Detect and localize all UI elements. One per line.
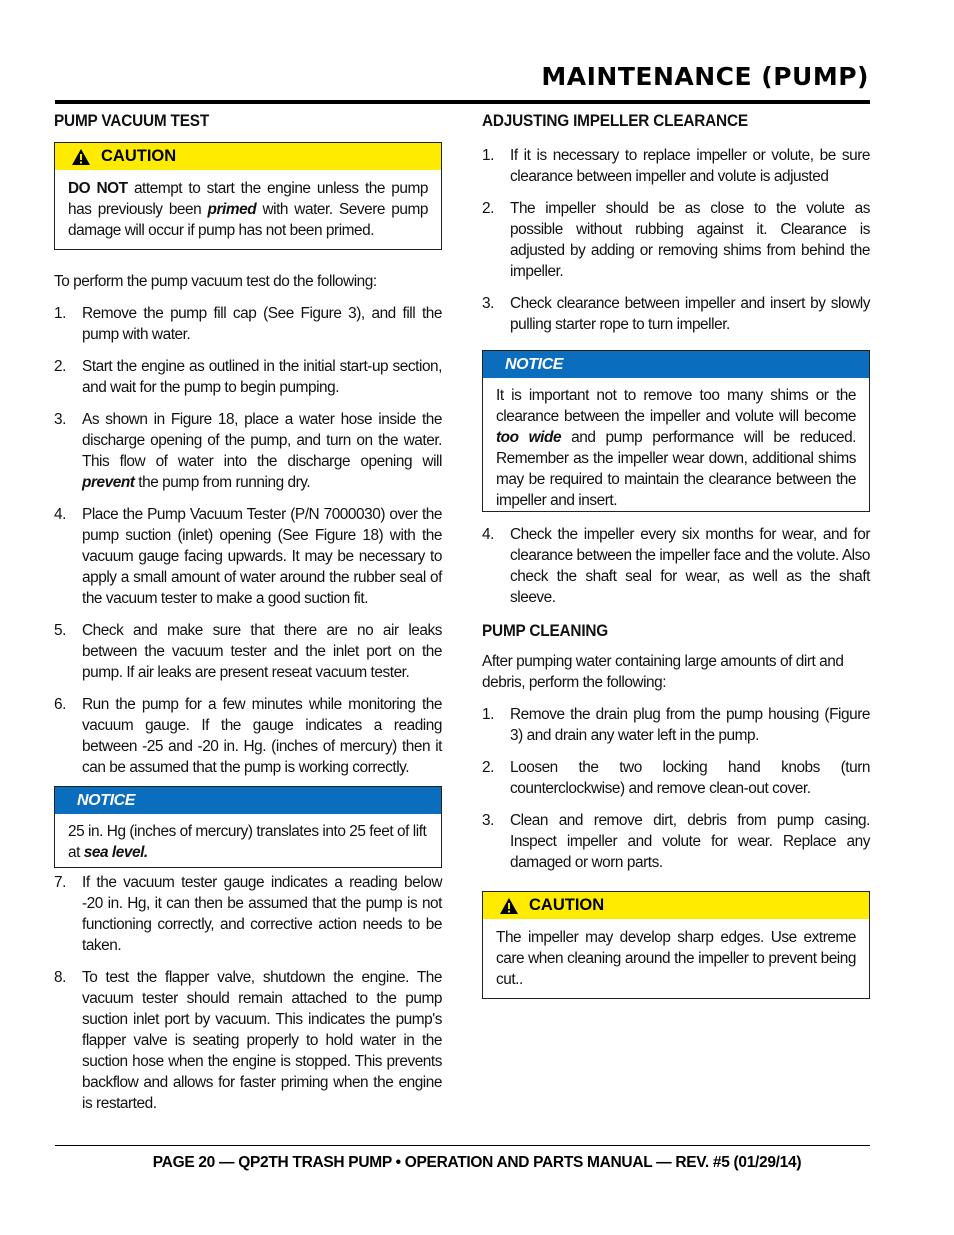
impeller-clearance-steps xyxy=(482,145,870,335)
left-column xyxy=(54,112,442,1114)
notice-body xyxy=(483,378,869,511)
list-item: 1. Remove the pump fill cap (See Figure 3), and fill the pump with water. xyxy=(54,305,442,343)
footer-rule xyxy=(55,1145,870,1146)
notice-box-shims xyxy=(482,350,870,512)
caution-label: CAUTION xyxy=(529,896,605,914)
notice-header: NOTICE xyxy=(55,787,441,814)
list-item: 3. Check clearance between impeller and insert by slowly pulling starter rope to turn impeller. xyxy=(482,295,870,333)
caution-box-sharp-edges xyxy=(482,891,870,999)
notice-box-vacuum xyxy=(54,786,442,868)
title-rule xyxy=(55,100,870,104)
impeller-clearance-steps-continued xyxy=(482,524,870,608)
right-column xyxy=(482,112,870,999)
caution-label: CAUTION xyxy=(101,147,177,165)
list-item: 1. If it is necessary to replace impeller or volute, be sure clearance between impeller and volute is adjusted xyxy=(482,147,870,185)
list-item: 2. The impeller should be as close to the volute as possible without rubbing against it. Clearance is adjusted by adding or removing shims from behind the impeller. xyxy=(482,200,870,280)
section-heading-impeller-clearance: ADJUSTING IMPELLER CLEARANCE xyxy=(482,112,748,130)
page-footer: PAGE 20 — QP2TH TRASH PUMP • OPERATION AND PARTS MANUAL — REV. #5 (01/29/14) xyxy=(152,1154,802,1171)
list-item: 4. Check the impeller every six months for wear, and for clearance between the impeller face and the volute. Also check the shaft seal for wear, as well as the shaft sleeve. xyxy=(482,526,870,606)
vacuum-test-intro: To perform the pump vacuum test do the following: xyxy=(54,273,377,290)
caution-text: The impeller may develop sharp edges. Use extreme care when cleaning around the impeller to prevent being cut.. xyxy=(496,929,856,988)
notice-text: 25 in. Hg (inches of mercury) translates into 25 feet of lift at sea level. xyxy=(68,823,427,861)
section-heading-pump-cleaning: PUMP CLEANING xyxy=(482,622,609,640)
pump-cleaning-steps xyxy=(482,704,870,873)
notice-text: It is important not to remove too many shims or the clearance between the impeller and volute will become too wide and pump performance will be reduced. Remember as the impeller wear down, additional shims may be required to maintain the clearance between the impeller and insert. xyxy=(496,387,857,509)
list-item: 2. Start the engine as outlined in the initial start-up section, and wait for the pump to begin pumping. xyxy=(54,358,442,396)
caution-box-priming xyxy=(54,142,442,250)
vacuum-test-steps xyxy=(54,303,442,778)
list-item: 5. Check and make sure that there are no air leaks between the vacuum tester and the inlet port on the pump. If air leaks are present reseat vacuum tester. xyxy=(54,622,442,681)
warning-triangle-icon xyxy=(71,148,91,166)
warning-triangle-icon xyxy=(499,897,519,915)
vacuum-test-steps-continued xyxy=(54,872,442,1114)
notice-body xyxy=(55,814,441,867)
notice-header: NOTICE xyxy=(483,351,869,378)
caution-header xyxy=(483,892,869,919)
list-item: 3. Clean and remove dirt, debris from pump casing. Inspect impeller and volute for wear. Replace any damaged or worn parts. xyxy=(482,812,870,871)
list-item: 6. Run the pump for a few minutes while monitoring the vacuum gauge. If the gauge indicates a reading between -25 and -20 in. Hg. (inches of mercury) then it can be assumed that the pump is working correctly. xyxy=(54,696,442,776)
list-item: 1. Remove the drain plug from the pump housing (Figure 3) and drain any water left in the pump. xyxy=(482,706,870,744)
list-item: 8. To test the flapper valve, shutdown the engine. The vacuum tester should remain attached to the pump suction inlet port by vacuum. This indicates the pump's flapper valve is seating properly to hold water in the suction hose when the engine is stopped. This prevents backflow and allows for faster priming when the engine is restarted. xyxy=(54,969,442,1112)
caution-body xyxy=(55,170,441,249)
caution-header xyxy=(55,143,441,170)
caution-body xyxy=(483,919,869,998)
list-item: 2. Loosen the two locking hand knobs (turn counterclockwise) and remove clean-out cover. xyxy=(482,759,870,797)
list-item: 4. Place the Pump Vacuum Tester (P/N 7000030) over the pump suction (inlet) opening (See Figure 18) with the vacuum gauge facing upwards. It may be necessary to apply a small amount of water around the rubber seal of the vacuum tester to make a good suction fit. xyxy=(54,506,442,607)
pump-cleaning-intro: After pumping water containing large amounts of dirt and debris, perform the following: xyxy=(482,653,844,691)
page-title: MAINTENANCE (PUMP) xyxy=(541,62,869,91)
list-item: 7. If the vacuum tester gauge indicates a reading below -20 in. Hg, it can then be assumed that the pump is not functioning correctly, and corrective action needs to be taken. xyxy=(54,874,442,954)
section-heading-pump-vacuum-test: PUMP VACUUM TEST xyxy=(54,112,210,130)
list-item: 3. As shown in Figure 18, place a water hose inside the discharge opening of the pump, and turn on the water. This flow of water into the discharge opening will prevent the pump from running dry. xyxy=(54,411,442,491)
caution-text: DO NOT attempt to start the engine unless the pump has previously been primed with water. Severe pump damage will occur if pump has not been primed. xyxy=(68,180,429,239)
